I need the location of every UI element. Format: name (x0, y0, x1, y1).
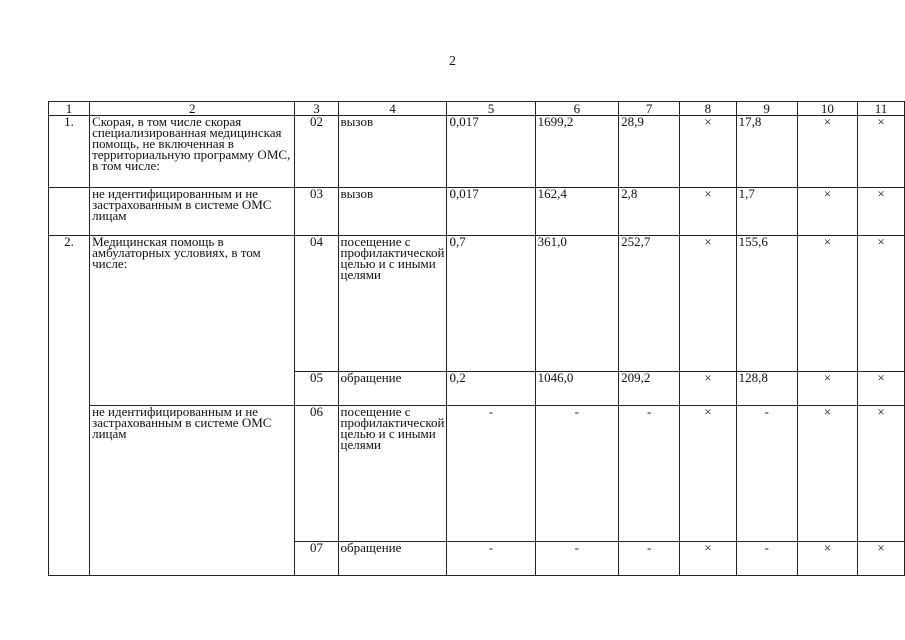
column-header: 10 (797, 102, 857, 116)
value-cell: 28,9 (619, 116, 680, 188)
value-cell: × (797, 116, 857, 188)
unit-cell: обращение (338, 372, 447, 406)
value-cell: 1699,2 (535, 116, 619, 188)
line-code-cell: 03 (295, 188, 338, 236)
value-cell: 1046,0 (535, 372, 619, 406)
column-header: 7 (619, 102, 680, 116)
service-name-cell: не идентифицированным и не застрахованным в системе ОМС лицам (90, 188, 295, 236)
column-header: 9 (736, 102, 797, 116)
table-row (49, 188, 905, 236)
value-cell: - (447, 542, 535, 576)
value-cell: × (858, 188, 905, 236)
column-header: 4 (338, 102, 447, 116)
value-cell: 2,8 (619, 188, 680, 236)
value-cell: - (736, 406, 797, 542)
value-cell: × (858, 372, 905, 406)
table-row (49, 116, 905, 188)
value-cell: - (619, 406, 680, 542)
line-code-cell: 04 (295, 236, 338, 372)
value-cell: 209,2 (619, 372, 680, 406)
value-cell: × (680, 542, 736, 576)
value-cell: × (858, 116, 905, 188)
value-cell: - (736, 542, 797, 576)
indicators-table (48, 101, 905, 576)
value-cell: 1,7 (736, 188, 797, 236)
value-cell: 128,8 (736, 372, 797, 406)
table-row (49, 236, 905, 372)
value-cell: 252,7 (619, 236, 680, 372)
value-cell: × (680, 406, 736, 542)
value-cell: × (797, 542, 857, 576)
column-header: 1 (49, 102, 90, 116)
value-cell: - (619, 542, 680, 576)
value-cell: × (797, 188, 857, 236)
line-code-cell: 07 (295, 542, 338, 576)
row-number-cell: 2. (49, 236, 90, 576)
column-header: 11 (858, 102, 905, 116)
row-number-cell (49, 188, 90, 236)
unit-cell: вызов (338, 188, 447, 236)
line-code-cell: 06 (295, 406, 338, 542)
value-cell: × (797, 372, 857, 406)
value-cell: - (535, 406, 619, 542)
service-name-cell: Скорая, в том числе скорая специализированная медицинская помощь, не включенная в территориальную программу ОМС, в том числе: (90, 116, 295, 188)
value-cell: × (858, 406, 905, 542)
value-cell: × (680, 372, 736, 406)
row-number-cell: 1. (49, 116, 90, 188)
table-row (49, 406, 905, 542)
column-header: 2 (90, 102, 295, 116)
service-name-cell: Медицинская помощь в амбулаторных условиях, в том числе: (90, 236, 295, 406)
column-header: 8 (680, 102, 736, 116)
unit-cell: посещение с профилактической целью и с иными целями (338, 406, 447, 542)
value-cell: 0,017 (447, 116, 535, 188)
column-header: 6 (535, 102, 619, 116)
unit-cell: вызов (338, 116, 447, 188)
service-name-cell: не идентифицированным и не застрахованным в системе ОМС лицам (90, 406, 295, 576)
value-cell: - (447, 406, 535, 542)
page-number: 2 (449, 54, 456, 69)
line-code-cell: 02 (295, 116, 338, 188)
unit-cell: обращение (338, 542, 447, 576)
column-header: 3 (295, 102, 338, 116)
value-cell: × (797, 406, 857, 542)
value-cell: × (858, 236, 905, 372)
value-cell: 361,0 (535, 236, 619, 372)
value-cell: 162,4 (535, 188, 619, 236)
column-header: 5 (447, 102, 535, 116)
value-cell: × (680, 188, 736, 236)
value-cell: × (797, 236, 857, 372)
value-cell: 0,2 (447, 372, 535, 406)
unit-cell: посещение с профилактической целью и с иными целями (338, 236, 447, 372)
value-cell: - (535, 542, 619, 576)
value-cell: 17,8 (736, 116, 797, 188)
value-cell: 155,6 (736, 236, 797, 372)
value-cell: × (858, 542, 905, 576)
value-cell: 0,017 (447, 188, 535, 236)
value-cell: 0,7 (447, 236, 535, 372)
line-code-cell: 05 (295, 372, 338, 406)
value-cell: × (680, 236, 736, 372)
value-cell: × (680, 116, 736, 188)
